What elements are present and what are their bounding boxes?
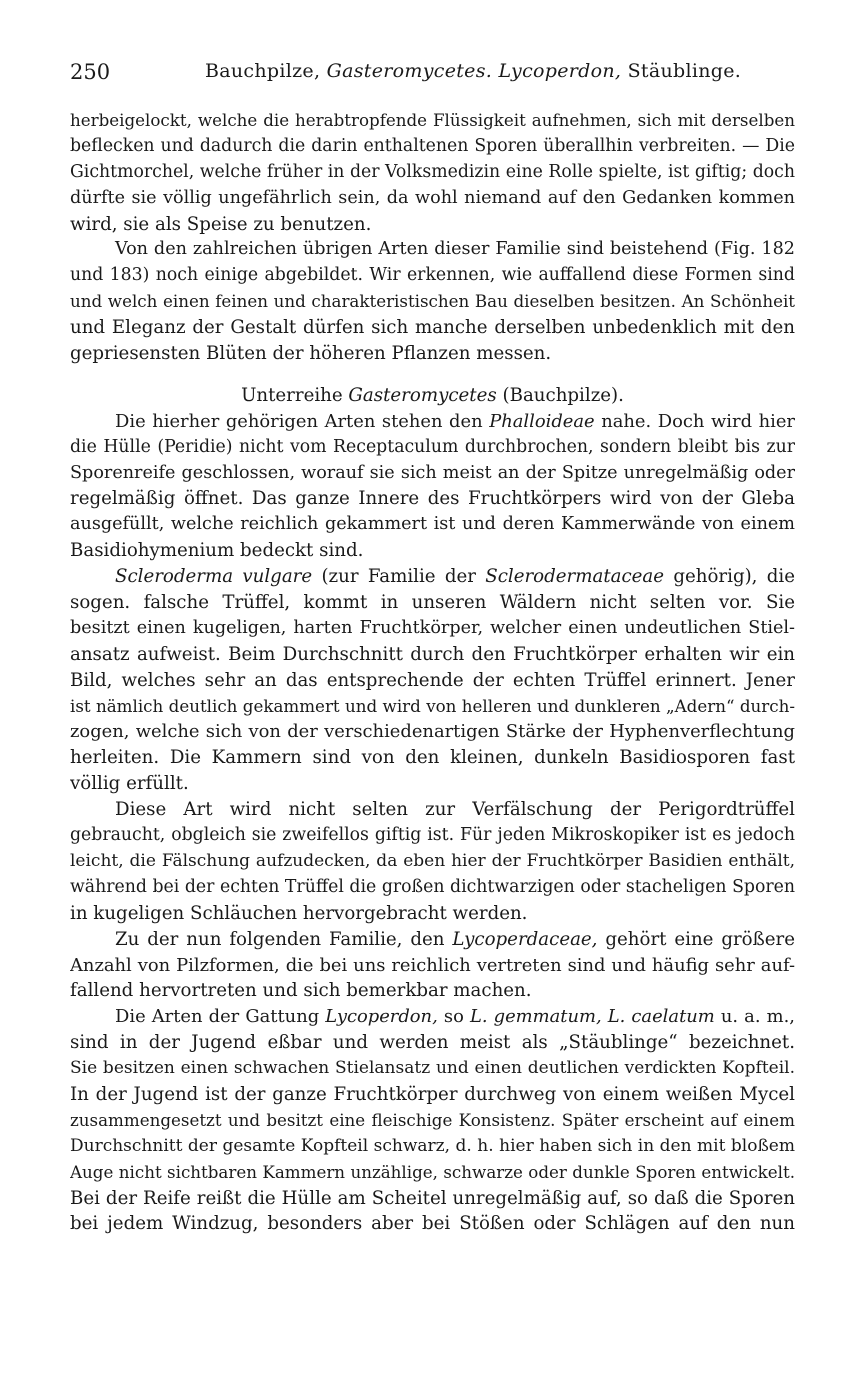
text-line: fallend hervortreten und sich bemerkbar machen. — [70, 980, 532, 1002]
text-run: gehörig), die — [664, 566, 795, 588]
text-run: Lycoperdon, — [325, 1006, 438, 1028]
text-line: Sie besitzen einen schwachen Stielansatz und einen deutlichen verdickten Kopfteil. — [70, 1058, 795, 1079]
text-run: Zu der nun folgenden Familie, den — [115, 928, 453, 950]
text-line: gebraucht, obgleich sie zweifellos giftig ist. Für jeden Mikroskopiker ist es jedoch — [70, 825, 795, 846]
section-heading — [70, 383, 795, 409]
text-line: wird, sie als Speise zu benutzen. — [70, 213, 372, 235]
text-line: dürfte sie völlig ungefährlich sein, da wohl niemand auf den Gedanken kommen — [70, 187, 795, 208]
text-line — [70, 564, 795, 590]
text-run: Lycoperdaceae, — [452, 928, 598, 950]
text-line: Basidiohymenium bedeckt sind. — [70, 540, 364, 562]
text-line: In der Jugend ist der ganze Fruchtkörper durchweg von einem weißen Mycel — [70, 1083, 795, 1105]
text-line: und Eleganz der Gestalt dürfen sich manche derselben unbedenklich mit den — [70, 317, 795, 339]
text-run: Die Arten der Gattung — [115, 1006, 326, 1028]
text-line: Bei der Reife reißt die Hülle am Scheitel unregelmäßig auf, so daß die Sporen — [70, 1187, 795, 1209]
heading-part: (Bauchpilze). — [496, 384, 624, 406]
text-line: Sporenreife geschlossen, worauf sie sich meist an der Spitze unregelmäßig oder — [70, 462, 795, 483]
text-line: herbeigelockt, welche die herabtropfende Flüssigkeit aufnehmen, sich mit derselben — [70, 110, 795, 130]
text-line: völlig erfüllt. — [70, 773, 189, 795]
text-line — [70, 927, 795, 953]
section-gap — [70, 367, 795, 383]
running-head — [205, 60, 741, 82]
text-line: die Hülle (Peridie) nicht vom Receptaculum durchbrochen, sondern bleibt bis zur — [70, 436, 795, 457]
page-number: 250 — [70, 60, 111, 84]
text-line: und welch einen feinen und charakteristischen Bau dieselben besitzen. An Schönheit — [70, 291, 795, 312]
text-line: gepriesensten Blüten der höheren Pflanzen messen. — [70, 343, 552, 365]
text-line: sogen. falsche Trüffel, kommt in unseren Wäldern nicht selten vor. Sie — [70, 592, 795, 614]
text-line: herleiten. Die Kammern sind von den kleinen, dunkeln Basidiosporen fast — [70, 747, 795, 769]
text-line: bei jedem Windzug, besonders aber bei Stößen oder Schlägen auf den nun — [70, 1213, 795, 1235]
text-line: besitzt einen kugeligen, harten Fruchtkörper, welcher einen undeutlichen Stiel- — [70, 617, 795, 638]
text-line: ist nämlich deutlich gekammert und wird von helleren und dunkleren „Adern“ durch- — [70, 695, 795, 716]
text-line: zogen, welche sich von der verschiedenartigen Stärke der Hyphenverflechtung — [70, 721, 795, 743]
running-head-part: Bauchpilze, — [205, 60, 327, 82]
heading-part: Unterreihe — [241, 384, 349, 406]
text-line — [70, 409, 795, 435]
text-line: regelmäßig öffnet. Das ganze Innere des Fruchtkörpers wird von der Gleba — [70, 488, 795, 510]
text-line: leicht, die Fälschung aufzudecken, da eben hier der Fruchtkörper Basidien enthält, — [70, 850, 795, 871]
text-run: L. gemmatum, L. caelatum — [469, 1006, 715, 1028]
text-line: Diese Art wird nicht selten zur Verfälschung der Perigordtrüffel — [115, 799, 795, 821]
text-line: während bei der echten Trüffel die großen dichtwarzigen oder stacheligen Sporen — [70, 876, 795, 897]
text-line: ausgefüllt, welche reichlich gekammert ist und deren Kammerwände von einem — [70, 514, 795, 535]
text-line: Von den zahlreichen übrigen Arten dieser Familie sind beistehend (Fig. 182 — [115, 239, 795, 260]
text-run: Phalloideae — [489, 410, 595, 432]
text-run: nahe. Doch wird hier — [594, 410, 795, 432]
text-run: Die hierher gehörigen Arten stehen den — [115, 410, 490, 432]
text-run: u. a. m., — [714, 1006, 795, 1028]
text-run: so — [437, 1006, 470, 1028]
text-line: Auge nicht sichtbaren Kammern unzählige, schwarze oder dunkle Sporen entwickelt. — [70, 1161, 795, 1182]
page-header — [70, 56, 795, 86]
text-line: Gichtmorchel, welche früher in der Volksmedizin eine Rolle spielte, ist giftig; doch — [70, 161, 795, 182]
text-run: Sclerodermataceae — [485, 566, 665, 588]
text-line: Durchschnitt der gesamte Kopfteil schwarz, d. h. hier haben sich in den mit bloßem — [70, 1135, 795, 1156]
running-head-part: Lycoperdon, — [498, 60, 622, 82]
text-line: beflecken und dadurch die darin enthaltenen Sporen überallhin verbreiten. — Die — [70, 135, 795, 156]
heading-part: Gasteromycetes — [348, 384, 497, 406]
text-line: zusammengesetzt und besitzt eine fleischige Konsistenz. Später erscheint auf einem — [70, 1109, 795, 1130]
running-head-part: Gasteromycetes. — [326, 60, 493, 82]
text-line: ansatz aufweist. Beim Durchschnitt durch den Fruchtkörper erhalten wir ein — [70, 643, 795, 665]
text-line: in kugeligen Schläuchen hervorgebracht werden. — [70, 902, 528, 924]
text-line — [70, 1004, 795, 1030]
running-head-part: Stäublinge. — [621, 60, 742, 82]
text-line: und 183) noch einige abgebildet. Wir erkennen, wie auffallend diese Formen sind — [70, 265, 795, 286]
text-line: Bild, welches sehr an das entsprechende der echten Trüffel erinnert. Jener — [70, 669, 795, 691]
text-line: sind in der Jugend eßbar und werden meist als „Stäublinge“ bezeichnet. — [70, 1032, 795, 1054]
text-run: Scleroderma vulgare — [115, 566, 313, 588]
text-line: Anzahl von Pilzformen, die bei uns reichlich vertreten sind und häufig sehr auf- — [70, 954, 795, 976]
text-run: (zur Familie der — [312, 566, 486, 588]
body-text — [70, 108, 795, 1237]
text-run: gehört eine größere — [597, 928, 795, 950]
